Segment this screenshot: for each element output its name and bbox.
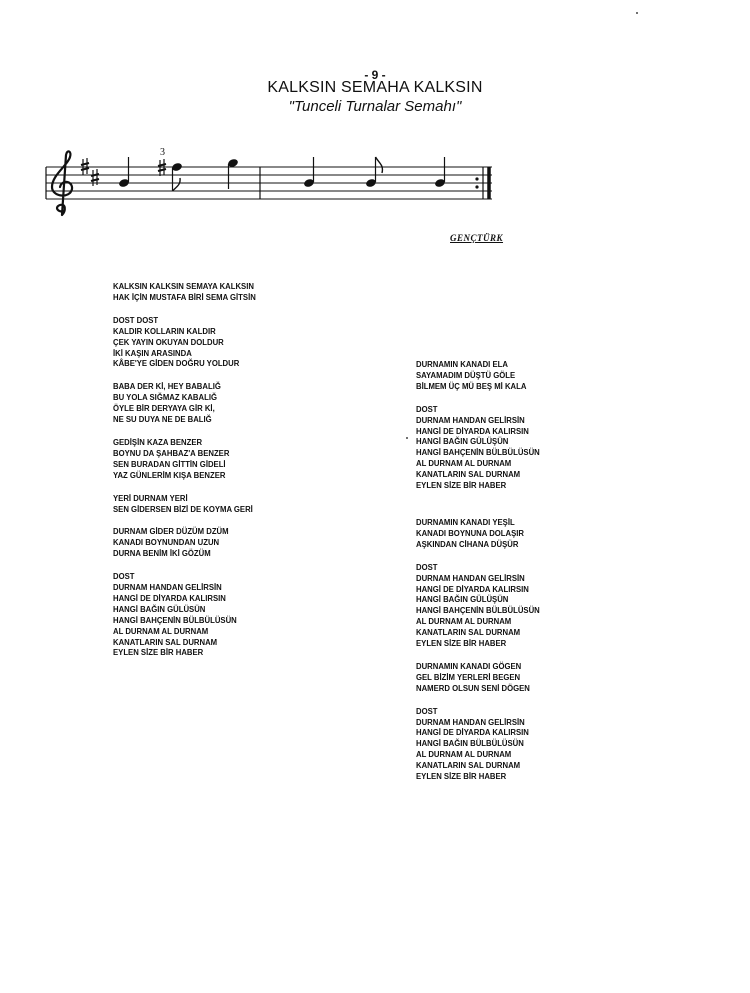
stanza: [113, 315, 256, 370]
lyric-line: SAYAMADIM DÜŞTÜ GÖLE: [416, 369, 516, 380]
lyric-line: AL DURNAM AL DURNAM: [416, 749, 512, 760]
lyric-line: YERİ DURNAM YERİ: [113, 492, 188, 503]
lyric-line: EYLEN SİZE BİR HABER: [113, 647, 204, 658]
lyric-line: DOST: [416, 705, 438, 716]
quarter-note-icon: [118, 157, 130, 188]
lyric-line: GEDİŞİN KAZA BENZER: [113, 436, 203, 447]
lyric-line: HANGİ DE DİYARDA KALIRSIN: [416, 425, 529, 436]
stanza: [113, 281, 256, 303]
lyric-line: EYLEN SİZE BİR HABER: [416, 771, 507, 782]
lyric-line: BİLMEM ÜÇ MÜ BEŞ Mİ KALA: [416, 380, 527, 391]
music-staff: [40, 145, 500, 225]
lyric-line: EYLEN SİZE BİR HABER: [416, 480, 507, 491]
lyric-line: DOST DOST: [113, 314, 159, 325]
lyric-line: KANADI BOYNUNDAN UZUN: [113, 537, 220, 548]
stanza: [416, 661, 540, 694]
lyric-line: YAZ GÜNLERİM KIŞA BENZER: [113, 469, 226, 480]
lyric-line: HANGİ BAHÇENİN BÜLBÜLÜSÜN: [113, 614, 237, 625]
lyric-line: DURNAM HANDAN GELİRSİN: [416, 572, 525, 583]
stanza: [113, 381, 256, 425]
stanza: [113, 437, 256, 481]
lyric-line: KANATLARIN SAL DURNAM: [416, 627, 521, 638]
lyric-line: DURNAMIN KANADI ELA: [416, 359, 508, 369]
lyric-line: DURNAM HANDAN GELİRSİN: [416, 716, 525, 727]
triplet-mark: 3: [160, 147, 165, 158]
lyric-line: NAMERD OLSUN SENİ DÖGEN: [416, 682, 530, 693]
lyric-line: HANGİ BAĞIN GÜLÜSÜN: [113, 603, 206, 614]
eighth-note-icon: [171, 162, 183, 191]
stanza: [416, 517, 540, 550]
page-number: - 9 -: [364, 68, 386, 82]
lyric-line: AL DURNAM AL DURNAM: [416, 616, 512, 627]
signature: GENÇTÜRK: [450, 233, 504, 243]
lyric-line: HANGİ DE DİYARDA KALIRSIN: [416, 583, 529, 594]
lyric-line: DURNAMIN KANADI YEŞİL: [416, 516, 515, 527]
lyric-line: KANADI BOYNUNA DOLAŞIR: [416, 527, 524, 538]
lyric-line: ÖYLE BİR DERYAYA GİR Kİ,: [113, 403, 215, 414]
lyric-line: KANATLARIN SAL DURNAM: [416, 760, 521, 771]
lyric-line: İKİ KAŞIN ARASINDA: [113, 347, 192, 358]
lyric-line: KANATLARIN SAL DURNAM: [113, 636, 218, 647]
scan-speck: [406, 437, 408, 439]
song-title: KALKSIN SEMAHA KALKSIN: [267, 79, 483, 96]
lyric-line: HANGİ DE DİYARDA KALIRSIN: [416, 727, 529, 738]
lyric-line: DURNAM GİDER DÜZÜM DZÜM: [113, 526, 229, 537]
quarter-note-icon: [303, 157, 315, 188]
lyric-line: DOST: [416, 403, 438, 414]
lyric-line: HAK İÇİN MUSTAFA BİRİ SEMA GİTSİN: [113, 291, 256, 302]
lyric-line: GEL BİZİM YERLERİ BEGEN: [416, 671, 521, 682]
lyric-line: HANGİ BAHÇENİN BÜLBÜLÜSÜN: [416, 447, 540, 458]
lyric-line: DURNAM HANDAN GELİRSİN: [113, 582, 222, 593]
lyric-line: KÂBE'YE GİDEN DOĞRU YOLDUR: [113, 358, 240, 369]
lyric-line: HANGİ BAĞIN BÜLBÜLÜSÜN: [416, 738, 524, 749]
lyric-line: DURNAM HANDAN GELİRSİN: [416, 414, 525, 425]
stanza: [416, 359, 540, 392]
quarter-note-icon: [434, 157, 446, 188]
lyric-line: KANATLARIN SAL DURNAM: [416, 469, 521, 480]
staff-lines: [46, 167, 492, 199]
lyric-line: BABA DER Kİ, HEY BABALIĞ: [113, 381, 221, 392]
lyric-line: BU YOLA SIĞMAZ KABALIĞ: [113, 392, 217, 403]
lyric-line: ÇEK YAYIN OKUYAN DOLDUR: [113, 336, 224, 347]
lyric-line: BOYNU DA ŞAHBAZ'A BENZER: [113, 447, 230, 458]
lyric-line: HANGİ DE DİYARDA KALIRSIN: [113, 592, 226, 603]
lyric-line: KALDIR KOLLARIN KALDIR: [113, 325, 216, 336]
lyric-line: DOST: [113, 571, 135, 582]
lyric-line: NE SU DUYA NE DE BALIĞ: [113, 414, 212, 425]
lyric-line: AŞKINDAN CİHANA DÜŞÜR: [416, 538, 519, 549]
lyric-line: KALKSIN KALKSIN SEMAYA KALKSIN: [113, 281, 254, 291]
lyric-line: HANGİ BAĞIN GÜLÜŞÜN: [416, 594, 509, 605]
stanza: [113, 526, 256, 559]
lyric-line: DURNA BENİM İKİ GÖZÜM: [113, 548, 211, 559]
lyric-line: EYLEN SİZE BİR HABER: [416, 638, 507, 649]
stanza: [113, 493, 256, 515]
lyric-line: DURNAMIN KANADI GÖGEN: [416, 660, 522, 671]
lyric-line: AL DURNAM AL DURNAM: [113, 625, 209, 636]
lyric-line: AL DURNAM AL DURNAM: [416, 458, 512, 469]
stanza: [113, 571, 256, 658]
song-subtitle: "Tunceli Turnalar Semahı": [288, 98, 462, 115]
lyrics-left-column: [113, 281, 256, 670]
stanza: [416, 404, 540, 491]
lyric-line: SEN BURADAN GİTTİN GİDELİ: [113, 458, 226, 469]
stanza: [416, 562, 540, 649]
scan-speck: [636, 12, 638, 14]
lyric-line: HANGİ BAĞIN GÜLÜŞÜN: [416, 436, 509, 447]
quarter-note-icon: [227, 158, 239, 189]
stanza: [416, 706, 540, 782]
lyrics-right-column: [416, 359, 540, 794]
lyric-line: HANGİ BAHÇENİN BÜLBÜLÜSÜN: [416, 605, 540, 616]
lyric-line: DOST: [416, 561, 438, 572]
lyric-line: SEN GİDERSEN BİZİ DE KOYMA GERİ: [113, 503, 253, 514]
